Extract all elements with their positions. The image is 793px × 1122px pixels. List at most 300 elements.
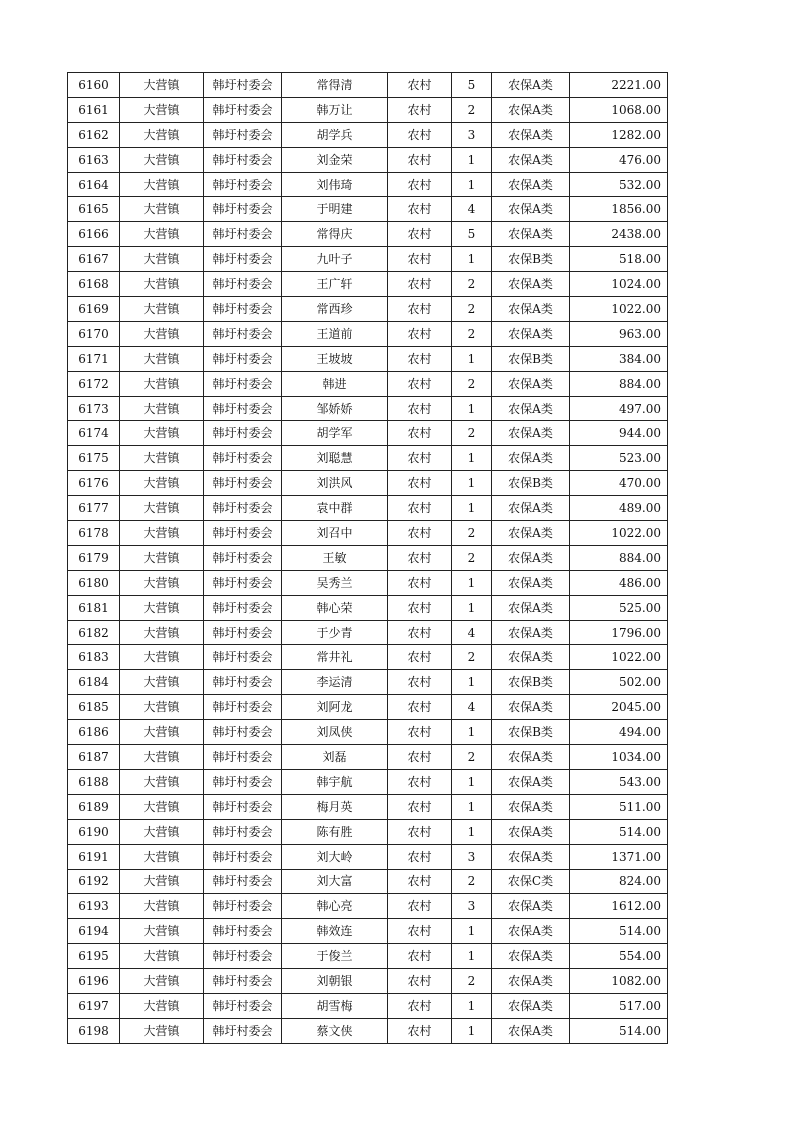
area-cell: 农村 bbox=[388, 421, 452, 446]
serial-cell: 6173 bbox=[68, 396, 120, 421]
table-row bbox=[68, 545, 668, 570]
amount-cell: 1022.00 bbox=[570, 297, 668, 322]
amount-cell: 1796.00 bbox=[570, 620, 668, 645]
category-cell: 农保A类 bbox=[492, 197, 570, 222]
category-cell: 农保A类 bbox=[492, 919, 570, 944]
name-cell: 常井礼 bbox=[282, 645, 388, 670]
count-cell: 2 bbox=[452, 272, 492, 297]
town-cell: 大营镇 bbox=[120, 620, 204, 645]
town-cell: 大营镇 bbox=[120, 521, 204, 546]
town-cell: 大营镇 bbox=[120, 396, 204, 421]
village-cell: 韩圩村委会 bbox=[204, 371, 282, 396]
town-cell: 大营镇 bbox=[120, 247, 204, 272]
amount-cell: 1082.00 bbox=[570, 969, 668, 994]
serial-cell: 6170 bbox=[68, 321, 120, 346]
serial-cell: 6180 bbox=[68, 570, 120, 595]
count-cell: 2 bbox=[452, 97, 492, 122]
village-cell: 韩圩村委会 bbox=[204, 247, 282, 272]
table-row bbox=[68, 695, 668, 720]
count-cell: 2 bbox=[452, 521, 492, 546]
area-cell: 农村 bbox=[388, 521, 452, 546]
count-cell: 1 bbox=[452, 769, 492, 794]
town-cell: 大营镇 bbox=[120, 421, 204, 446]
area-cell: 农村 bbox=[388, 321, 452, 346]
serial-cell: 6187 bbox=[68, 745, 120, 770]
serial-cell: 6172 bbox=[68, 371, 120, 396]
town-cell: 大营镇 bbox=[120, 371, 204, 396]
serial-cell: 6161 bbox=[68, 97, 120, 122]
count-cell: 4 bbox=[452, 695, 492, 720]
serial-cell: 6160 bbox=[68, 73, 120, 98]
village-cell: 韩圩村委会 bbox=[204, 471, 282, 496]
amount-cell: 476.00 bbox=[570, 147, 668, 172]
amount-cell: 514.00 bbox=[570, 919, 668, 944]
town-cell: 大营镇 bbox=[120, 197, 204, 222]
category-cell: 农保A类 bbox=[492, 894, 570, 919]
area-cell: 农村 bbox=[388, 720, 452, 745]
area-cell: 农村 bbox=[388, 222, 452, 247]
serial-cell: 6196 bbox=[68, 969, 120, 994]
category-cell: 农保A类 bbox=[492, 122, 570, 147]
amount-cell: 1068.00 bbox=[570, 97, 668, 122]
area-cell: 农村 bbox=[388, 919, 452, 944]
town-cell: 大营镇 bbox=[120, 496, 204, 521]
name-cell: 陈有胜 bbox=[282, 819, 388, 844]
area-cell: 农村 bbox=[388, 993, 452, 1018]
category-cell: 农保B类 bbox=[492, 247, 570, 272]
count-cell: 2 bbox=[452, 745, 492, 770]
count-cell: 1 bbox=[452, 720, 492, 745]
serial-cell: 6188 bbox=[68, 769, 120, 794]
serial-cell: 6185 bbox=[68, 695, 120, 720]
town-cell: 大营镇 bbox=[120, 769, 204, 794]
area-cell: 农村 bbox=[388, 496, 452, 521]
village-cell: 韩圩村委会 bbox=[204, 670, 282, 695]
village-cell: 韩圩村委会 bbox=[204, 969, 282, 994]
name-cell: 刘召中 bbox=[282, 521, 388, 546]
town-cell: 大营镇 bbox=[120, 222, 204, 247]
amount-cell: 1612.00 bbox=[570, 894, 668, 919]
category-cell: 农保A类 bbox=[492, 272, 570, 297]
serial-cell: 6169 bbox=[68, 297, 120, 322]
village-cell: 韩圩村委会 bbox=[204, 73, 282, 98]
category-cell: 农保A类 bbox=[492, 570, 570, 595]
village-cell: 韩圩村委会 bbox=[204, 446, 282, 471]
serial-cell: 6186 bbox=[68, 720, 120, 745]
village-cell: 韩圩村委会 bbox=[204, 521, 282, 546]
count-cell: 2 bbox=[452, 297, 492, 322]
name-cell: 韩心亮 bbox=[282, 894, 388, 919]
name-cell: 韩万让 bbox=[282, 97, 388, 122]
table-row bbox=[68, 222, 668, 247]
town-cell: 大营镇 bbox=[120, 695, 204, 720]
count-cell: 2 bbox=[452, 869, 492, 894]
area-cell: 农村 bbox=[388, 1018, 452, 1043]
village-cell: 韩圩村委会 bbox=[204, 620, 282, 645]
amount-cell: 824.00 bbox=[570, 869, 668, 894]
category-cell: 农保A类 bbox=[492, 421, 570, 446]
area-cell: 农村 bbox=[388, 645, 452, 670]
area-cell: 农村 bbox=[388, 969, 452, 994]
table-row bbox=[68, 944, 668, 969]
category-cell: 农保A类 bbox=[492, 97, 570, 122]
count-cell: 1 bbox=[452, 496, 492, 521]
name-cell: 韩心荣 bbox=[282, 595, 388, 620]
area-cell: 农村 bbox=[388, 944, 452, 969]
serial-cell: 6197 bbox=[68, 993, 120, 1018]
serial-cell: 6175 bbox=[68, 446, 120, 471]
category-cell: 农保A类 bbox=[492, 446, 570, 471]
serial-cell: 6184 bbox=[68, 670, 120, 695]
area-cell: 农村 bbox=[388, 371, 452, 396]
area-cell: 农村 bbox=[388, 620, 452, 645]
village-cell: 韩圩村委会 bbox=[204, 595, 282, 620]
town-cell: 大营镇 bbox=[120, 720, 204, 745]
table-row bbox=[68, 844, 668, 869]
amount-cell: 1856.00 bbox=[570, 197, 668, 222]
area-cell: 农村 bbox=[388, 396, 452, 421]
town-cell: 大营镇 bbox=[120, 147, 204, 172]
serial-cell: 6198 bbox=[68, 1018, 120, 1043]
name-cell: 刘大富 bbox=[282, 869, 388, 894]
amount-cell: 554.00 bbox=[570, 944, 668, 969]
name-cell: 李运清 bbox=[282, 670, 388, 695]
serial-cell: 6178 bbox=[68, 521, 120, 546]
category-cell: 农保A类 bbox=[492, 695, 570, 720]
table-row bbox=[68, 421, 668, 446]
table-row bbox=[68, 396, 668, 421]
area-cell: 农村 bbox=[388, 595, 452, 620]
serial-cell: 6182 bbox=[68, 620, 120, 645]
amount-cell: 2221.00 bbox=[570, 73, 668, 98]
table-row bbox=[68, 321, 668, 346]
village-cell: 韩圩村委会 bbox=[204, 745, 282, 770]
amount-cell: 884.00 bbox=[570, 371, 668, 396]
serial-cell: 6192 bbox=[68, 869, 120, 894]
town-cell: 大营镇 bbox=[120, 745, 204, 770]
serial-cell: 6194 bbox=[68, 919, 120, 944]
name-cell: 刘金荣 bbox=[282, 147, 388, 172]
table-row bbox=[68, 570, 668, 595]
village-cell: 韩圩村委会 bbox=[204, 545, 282, 570]
table-row bbox=[68, 172, 668, 197]
name-cell: 韩进 bbox=[282, 371, 388, 396]
area-cell: 农村 bbox=[388, 122, 452, 147]
amount-cell: 944.00 bbox=[570, 421, 668, 446]
village-cell: 韩圩村委会 bbox=[204, 869, 282, 894]
count-cell: 1 bbox=[452, 670, 492, 695]
table-row bbox=[68, 147, 668, 172]
count-cell: 1 bbox=[452, 346, 492, 371]
area-cell: 农村 bbox=[388, 172, 452, 197]
name-cell: 王道前 bbox=[282, 321, 388, 346]
category-cell: 农保A类 bbox=[492, 794, 570, 819]
count-cell: 3 bbox=[452, 894, 492, 919]
town-cell: 大营镇 bbox=[120, 545, 204, 570]
table-row bbox=[68, 197, 668, 222]
name-cell: 邹娇娇 bbox=[282, 396, 388, 421]
name-cell: 常得庆 bbox=[282, 222, 388, 247]
amount-cell: 494.00 bbox=[570, 720, 668, 745]
area-cell: 农村 bbox=[388, 471, 452, 496]
serial-cell: 6167 bbox=[68, 247, 120, 272]
village-cell: 韩圩村委会 bbox=[204, 794, 282, 819]
area-cell: 农村 bbox=[388, 570, 452, 595]
name-cell: 刘阿龙 bbox=[282, 695, 388, 720]
category-cell: 农保B类 bbox=[492, 346, 570, 371]
area-cell: 农村 bbox=[388, 819, 452, 844]
name-cell: 刘洪风 bbox=[282, 471, 388, 496]
town-cell: 大营镇 bbox=[120, 471, 204, 496]
area-cell: 农村 bbox=[388, 670, 452, 695]
town-cell: 大营镇 bbox=[120, 595, 204, 620]
amount-cell: 384.00 bbox=[570, 346, 668, 371]
category-cell: 农保A类 bbox=[492, 769, 570, 794]
category-cell: 农保A类 bbox=[492, 297, 570, 322]
name-cell: 刘朝银 bbox=[282, 969, 388, 994]
category-cell: 农保A类 bbox=[492, 645, 570, 670]
town-cell: 大营镇 bbox=[120, 73, 204, 98]
name-cell: 吴秀兰 bbox=[282, 570, 388, 595]
amount-cell: 502.00 bbox=[570, 670, 668, 695]
count-cell: 2 bbox=[452, 545, 492, 570]
name-cell: 胡学军 bbox=[282, 421, 388, 446]
village-cell: 韩圩村委会 bbox=[204, 919, 282, 944]
category-cell: 农保A类 bbox=[492, 396, 570, 421]
category-cell: 农保A类 bbox=[492, 969, 570, 994]
town-cell: 大营镇 bbox=[120, 819, 204, 844]
village-cell: 韩圩村委会 bbox=[204, 496, 282, 521]
amount-cell: 1024.00 bbox=[570, 272, 668, 297]
name-cell: 常得清 bbox=[282, 73, 388, 98]
serial-cell: 6168 bbox=[68, 272, 120, 297]
village-cell: 韩圩村委会 bbox=[204, 222, 282, 247]
serial-cell: 6176 bbox=[68, 471, 120, 496]
name-cell: 九叶子 bbox=[282, 247, 388, 272]
category-cell: 农保A类 bbox=[492, 745, 570, 770]
name-cell: 袁中群 bbox=[282, 496, 388, 521]
category-cell: 农保A类 bbox=[492, 73, 570, 98]
area-cell: 农村 bbox=[388, 695, 452, 720]
village-cell: 韩圩村委会 bbox=[204, 272, 282, 297]
category-cell: 农保A类 bbox=[492, 545, 570, 570]
area-cell: 农村 bbox=[388, 769, 452, 794]
amount-cell: 489.00 bbox=[570, 496, 668, 521]
serial-cell: 6191 bbox=[68, 844, 120, 869]
area-cell: 农村 bbox=[388, 745, 452, 770]
town-cell: 大营镇 bbox=[120, 844, 204, 869]
table-row bbox=[68, 919, 668, 944]
serial-cell: 6190 bbox=[68, 819, 120, 844]
area-cell: 农村 bbox=[388, 794, 452, 819]
count-cell: 1 bbox=[452, 1018, 492, 1043]
town-cell: 大营镇 bbox=[120, 969, 204, 994]
category-cell: 农保A类 bbox=[492, 944, 570, 969]
area-cell: 农村 bbox=[388, 147, 452, 172]
serial-cell: 6163 bbox=[68, 147, 120, 172]
count-cell: 1 bbox=[452, 446, 492, 471]
category-cell: 农保A类 bbox=[492, 595, 570, 620]
town-cell: 大营镇 bbox=[120, 993, 204, 1018]
serial-cell: 6183 bbox=[68, 645, 120, 670]
name-cell: 刘伟琦 bbox=[282, 172, 388, 197]
village-cell: 韩圩村委会 bbox=[204, 122, 282, 147]
table-row bbox=[68, 595, 668, 620]
count-cell: 1 bbox=[452, 595, 492, 620]
area-cell: 农村 bbox=[388, 894, 452, 919]
table-row bbox=[68, 272, 668, 297]
name-cell: 梅月英 bbox=[282, 794, 388, 819]
category-cell: 农保A类 bbox=[492, 496, 570, 521]
town-cell: 大营镇 bbox=[120, 1018, 204, 1043]
amount-cell: 532.00 bbox=[570, 172, 668, 197]
table-row bbox=[68, 247, 668, 272]
serial-cell: 6174 bbox=[68, 421, 120, 446]
amount-cell: 2438.00 bbox=[570, 222, 668, 247]
village-cell: 韩圩村委会 bbox=[204, 147, 282, 172]
serial-cell: 6166 bbox=[68, 222, 120, 247]
table-row bbox=[68, 496, 668, 521]
count-cell: 3 bbox=[452, 844, 492, 869]
count-cell: 2 bbox=[452, 969, 492, 994]
village-cell: 韩圩村委会 bbox=[204, 844, 282, 869]
count-cell: 2 bbox=[452, 645, 492, 670]
amount-cell: 511.00 bbox=[570, 794, 668, 819]
village-cell: 韩圩村委会 bbox=[204, 346, 282, 371]
table-row bbox=[68, 769, 668, 794]
table-row bbox=[68, 745, 668, 770]
table-body bbox=[68, 73, 668, 1044]
table-row bbox=[68, 97, 668, 122]
table-row bbox=[68, 73, 668, 98]
category-cell: 农保A类 bbox=[492, 620, 570, 645]
amount-cell: 514.00 bbox=[570, 1018, 668, 1043]
amount-cell: 486.00 bbox=[570, 570, 668, 595]
count-cell: 4 bbox=[452, 197, 492, 222]
count-cell: 5 bbox=[452, 73, 492, 98]
area-cell: 农村 bbox=[388, 97, 452, 122]
area-cell: 农村 bbox=[388, 446, 452, 471]
name-cell: 刘磊 bbox=[282, 745, 388, 770]
amount-cell: 470.00 bbox=[570, 471, 668, 496]
name-cell: 刘大岭 bbox=[282, 844, 388, 869]
count-cell: 1 bbox=[452, 396, 492, 421]
table-row bbox=[68, 371, 668, 396]
amount-cell: 525.00 bbox=[570, 595, 668, 620]
amount-cell: 1034.00 bbox=[570, 745, 668, 770]
category-cell: 农保C类 bbox=[492, 869, 570, 894]
village-cell: 韩圩村委会 bbox=[204, 894, 282, 919]
category-cell: 农保A类 bbox=[492, 993, 570, 1018]
amount-cell: 1371.00 bbox=[570, 844, 668, 869]
area-cell: 农村 bbox=[388, 73, 452, 98]
amount-cell: 497.00 bbox=[570, 396, 668, 421]
count-cell: 2 bbox=[452, 421, 492, 446]
town-cell: 大营镇 bbox=[120, 919, 204, 944]
table-row bbox=[68, 993, 668, 1018]
count-cell: 1 bbox=[452, 794, 492, 819]
table-row bbox=[68, 720, 668, 745]
amount-cell: 2045.00 bbox=[570, 695, 668, 720]
table-row bbox=[68, 869, 668, 894]
amount-cell: 543.00 bbox=[570, 769, 668, 794]
count-cell: 5 bbox=[452, 222, 492, 247]
town-cell: 大营镇 bbox=[120, 894, 204, 919]
serial-cell: 6195 bbox=[68, 944, 120, 969]
category-cell: 农保B类 bbox=[492, 670, 570, 695]
amount-cell: 517.00 bbox=[570, 993, 668, 1018]
village-cell: 韩圩村委会 bbox=[204, 97, 282, 122]
amount-cell: 514.00 bbox=[570, 819, 668, 844]
village-cell: 韩圩村委会 bbox=[204, 1018, 282, 1043]
village-cell: 韩圩村委会 bbox=[204, 197, 282, 222]
name-cell: 王敏 bbox=[282, 545, 388, 570]
town-cell: 大营镇 bbox=[120, 570, 204, 595]
count-cell: 1 bbox=[452, 471, 492, 496]
count-cell: 1 bbox=[452, 172, 492, 197]
village-cell: 韩圩村委会 bbox=[204, 396, 282, 421]
town-cell: 大营镇 bbox=[120, 794, 204, 819]
serial-cell: 6177 bbox=[68, 496, 120, 521]
village-cell: 韩圩村委会 bbox=[204, 570, 282, 595]
village-cell: 韩圩村委会 bbox=[204, 720, 282, 745]
serial-cell: 6171 bbox=[68, 346, 120, 371]
village-cell: 韩圩村委会 bbox=[204, 819, 282, 844]
village-cell: 韩圩村委会 bbox=[204, 944, 282, 969]
category-cell: 农保A类 bbox=[492, 321, 570, 346]
category-cell: 农保A类 bbox=[492, 172, 570, 197]
count-cell: 1 bbox=[452, 944, 492, 969]
table-row bbox=[68, 794, 668, 819]
town-cell: 大营镇 bbox=[120, 670, 204, 695]
amount-cell: 963.00 bbox=[570, 321, 668, 346]
table-row bbox=[68, 645, 668, 670]
serial-cell: 6193 bbox=[68, 894, 120, 919]
count-cell: 1 bbox=[452, 819, 492, 844]
town-cell: 大营镇 bbox=[120, 446, 204, 471]
village-cell: 韩圩村委会 bbox=[204, 172, 282, 197]
table-row bbox=[68, 819, 668, 844]
area-cell: 农村 bbox=[388, 297, 452, 322]
category-cell: 农保A类 bbox=[492, 521, 570, 546]
town-cell: 大营镇 bbox=[120, 172, 204, 197]
village-cell: 韩圩村委会 bbox=[204, 321, 282, 346]
count-cell: 2 bbox=[452, 321, 492, 346]
amount-cell: 1022.00 bbox=[570, 521, 668, 546]
category-cell: 农保A类 bbox=[492, 147, 570, 172]
town-cell: 大营镇 bbox=[120, 297, 204, 322]
town-cell: 大营镇 bbox=[120, 321, 204, 346]
table-row bbox=[68, 521, 668, 546]
name-cell: 韩宇航 bbox=[282, 769, 388, 794]
category-cell: 农保A类 bbox=[492, 371, 570, 396]
table-row bbox=[68, 969, 668, 994]
area-cell: 农村 bbox=[388, 197, 452, 222]
name-cell: 胡雪梅 bbox=[282, 993, 388, 1018]
table-row bbox=[68, 620, 668, 645]
town-cell: 大营镇 bbox=[120, 869, 204, 894]
town-cell: 大营镇 bbox=[120, 645, 204, 670]
serial-cell: 6181 bbox=[68, 595, 120, 620]
town-cell: 大营镇 bbox=[120, 346, 204, 371]
count-cell: 1 bbox=[452, 993, 492, 1018]
name-cell: 于少青 bbox=[282, 620, 388, 645]
table-row bbox=[68, 894, 668, 919]
category-cell: 农保B类 bbox=[492, 720, 570, 745]
village-cell: 韩圩村委会 bbox=[204, 993, 282, 1018]
table-row bbox=[68, 446, 668, 471]
category-cell: 农保A类 bbox=[492, 844, 570, 869]
